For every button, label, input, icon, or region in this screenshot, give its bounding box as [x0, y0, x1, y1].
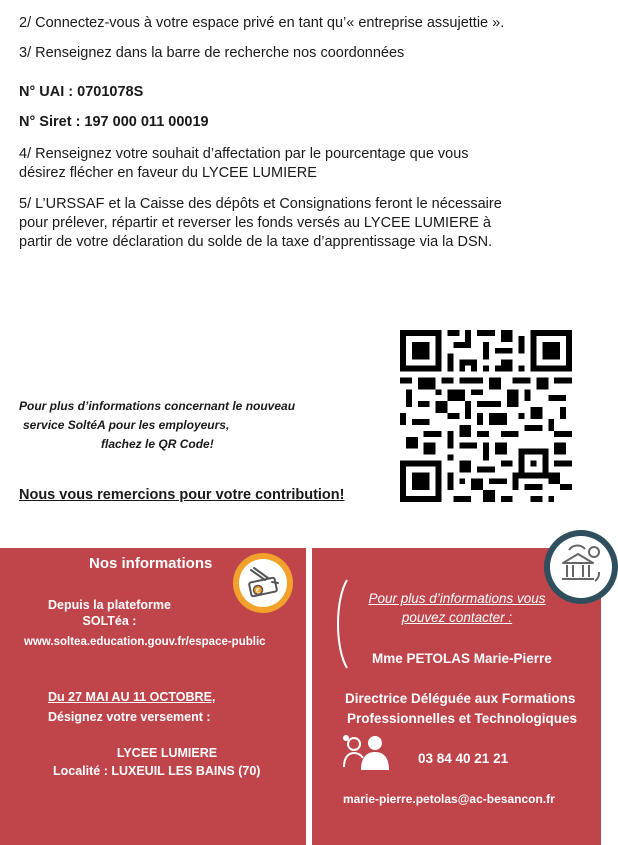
step-5-line1: 5/ L’URSSAF et la Caisse des dépôts et Consignations feront le nécessaire — [19, 196, 502, 212]
school-name: LYCEE LUMIERE — [116, 746, 218, 760]
bank-icon — [557, 543, 605, 591]
contact-line1: Pour plus d’informations vous — [368, 591, 546, 606]
school-locality: Localité : LUXEUIL LES BAINS (70) — [53, 764, 261, 778]
qr-note-line3: flachez le QR Code! — [101, 437, 214, 451]
step-3: 3/ Renseignez dans la barre de recherche nos coordonnées — [19, 45, 405, 61]
step-4-line2: désirez flécher en faveur du LYCEE LUMIERE — [19, 165, 317, 181]
info-title: Nos informations — [89, 555, 213, 572]
designate-text: Désignez votre versement : — [48, 710, 211, 724]
qr-note-line2: service SoltéA pour les employeurs, — [23, 418, 230, 432]
qr-code[interactable] — [400, 330, 572, 502]
svg-text:€: € — [255, 587, 261, 595]
qr-note — [19, 397, 295, 454]
check-payment-icon — [241, 563, 285, 603]
step-4-line1: 4/ Renseignez votre souhait d’affectation par le pourcentage que vous — [19, 146, 469, 162]
step-5-line3: partir de votre déclaration du solde de la taxe d’apprentissage via la DSN. — [19, 234, 493, 250]
contact-email[interactable]: marie-pierre.petolas@ac-besancon.fr — [343, 792, 555, 806]
qr-note-line1: Pour plus d’informations concernant le nouveau — [19, 399, 296, 413]
uai-number: N° UAI : 0701078S — [19, 84, 144, 100]
contact-name: Mme PETOLAS Marie-Pierre — [372, 651, 552, 666]
role-line1: Directrice Déléguée aux Formations — [345, 691, 576, 706]
thanks-message: Nous vous remercions pour votre contribution! — [19, 487, 345, 503]
platform-line2: SOLTéa : — [82, 614, 137, 628]
role-line2: Professionnelles et Technologiques — [347, 711, 578, 726]
step-5-line2: pour prélever, répartir et reverser les fonds versés au LYCEE LUMIERE à — [19, 215, 491, 231]
people-icon — [341, 733, 389, 771]
campaign-dates: Du 27 MAI AU 11 OCTOBRE, — [48, 690, 216, 704]
siret-number: N° Siret : 197 000 011 00019 — [19, 114, 209, 130]
contact-line2: pouvez contacter : — [401, 610, 513, 625]
step-2: 2/ Connectez-vous à votre espace privé en tant qu’« entreprise assujettie ». — [19, 15, 505, 31]
contact-phone[interactable]: 03 84 40 21 21 — [418, 751, 509, 766]
platform-line1: Depuis la plateforme — [48, 598, 171, 612]
soltea-url[interactable]: www.soltea.education.gouv.fr/espace-public — [24, 636, 266, 648]
